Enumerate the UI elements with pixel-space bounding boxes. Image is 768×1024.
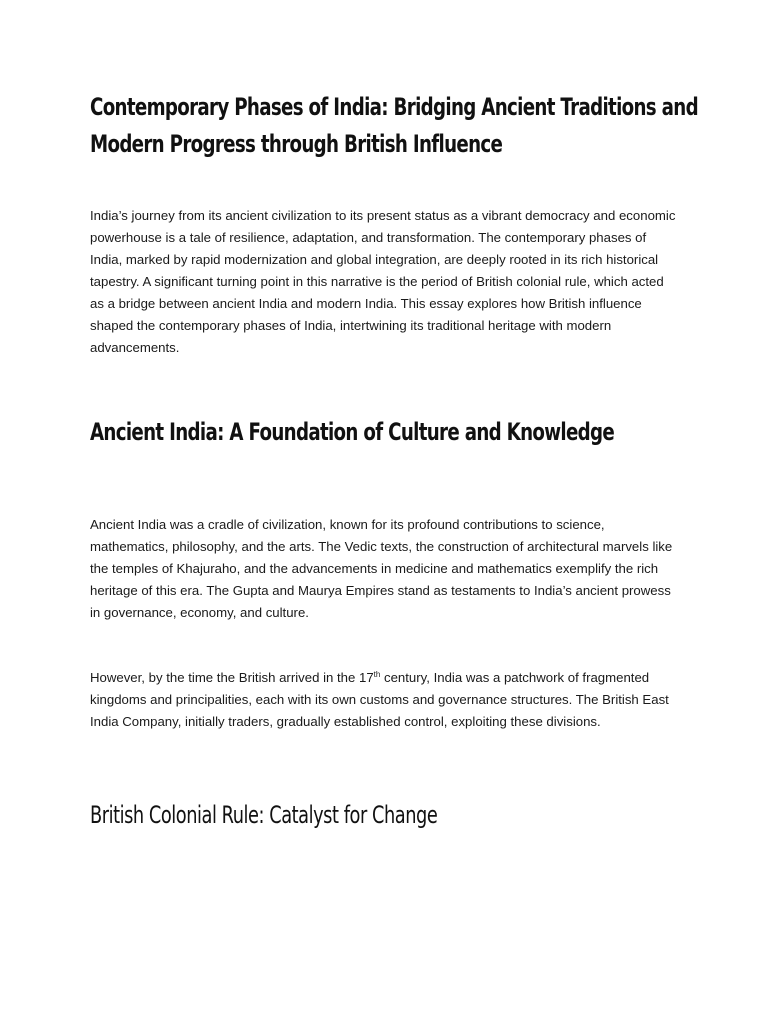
section-british-rule — [90, 800, 690, 830]
title-line-1: Contemporary Phases of India: Bridging Ancient Traditions and — [90, 93, 698, 121]
paragraph-2-text-start: However, by the time the British arrived in the 17 — [90, 670, 374, 685]
ancient-india-paragraph-1-block — [90, 514, 690, 624]
section-heading-ancient-india: Ancient India: A Foundation of Culture and Knowledge — [90, 418, 615, 446]
ancient-india-paragraph-2-block — [90, 667, 690, 733]
ordinal-superscript: th — [373, 670, 381, 679]
document-title — [90, 89, 698, 163]
section-heading-british-rule: British Colonial Rule: Catalyst for Change — [90, 801, 438, 829]
ancient-india-paragraph-1: Ancient India was a cradle of civilization, known for its profound contributions to science, mathematics, philosophy, and the arts. The Vedic texts, the construction of architectural marvels like the temples of Khajuraho, and the advancements in medicine and mathematics exemplify the rich heritage of this era. The Gupta and Maurya Empires stand as testaments to India’s ancient prowess in governance, economy, and culture. — [90, 517, 673, 620]
title-line-2: Modern Progress through British Influence — [90, 130, 503, 158]
intro-paragraph-block — [90, 205, 690, 359]
ancient-india-paragraph-2 — [90, 667, 680, 733]
paragraph-2-text-end: century, India was a patchwork of fragmented kingdoms and principalities, each with its own customs and governance structures. The British East India Company, initially traders, gradually established control, exploiting these divisions. — [90, 670, 669, 729]
section-ancient-india — [90, 417, 690, 447]
intro-paragraph: India’s journey from its ancient civilization to its present status as a vibrant democracy and economic powerhouse is a tale of resilience, adaptation, and transformation. The contemporary phases of India, marked by rapid modernization and global integration, are deeply rooted in its rich historical tapestry. A significant turning point in this narrative is the period of British colonial rule, which acted as a bridge between ancient India and modern India. This essay explores how British influence shaped the contemporary phases of India, intertwining its traditional heritage with modern advancements. — [90, 208, 676, 355]
